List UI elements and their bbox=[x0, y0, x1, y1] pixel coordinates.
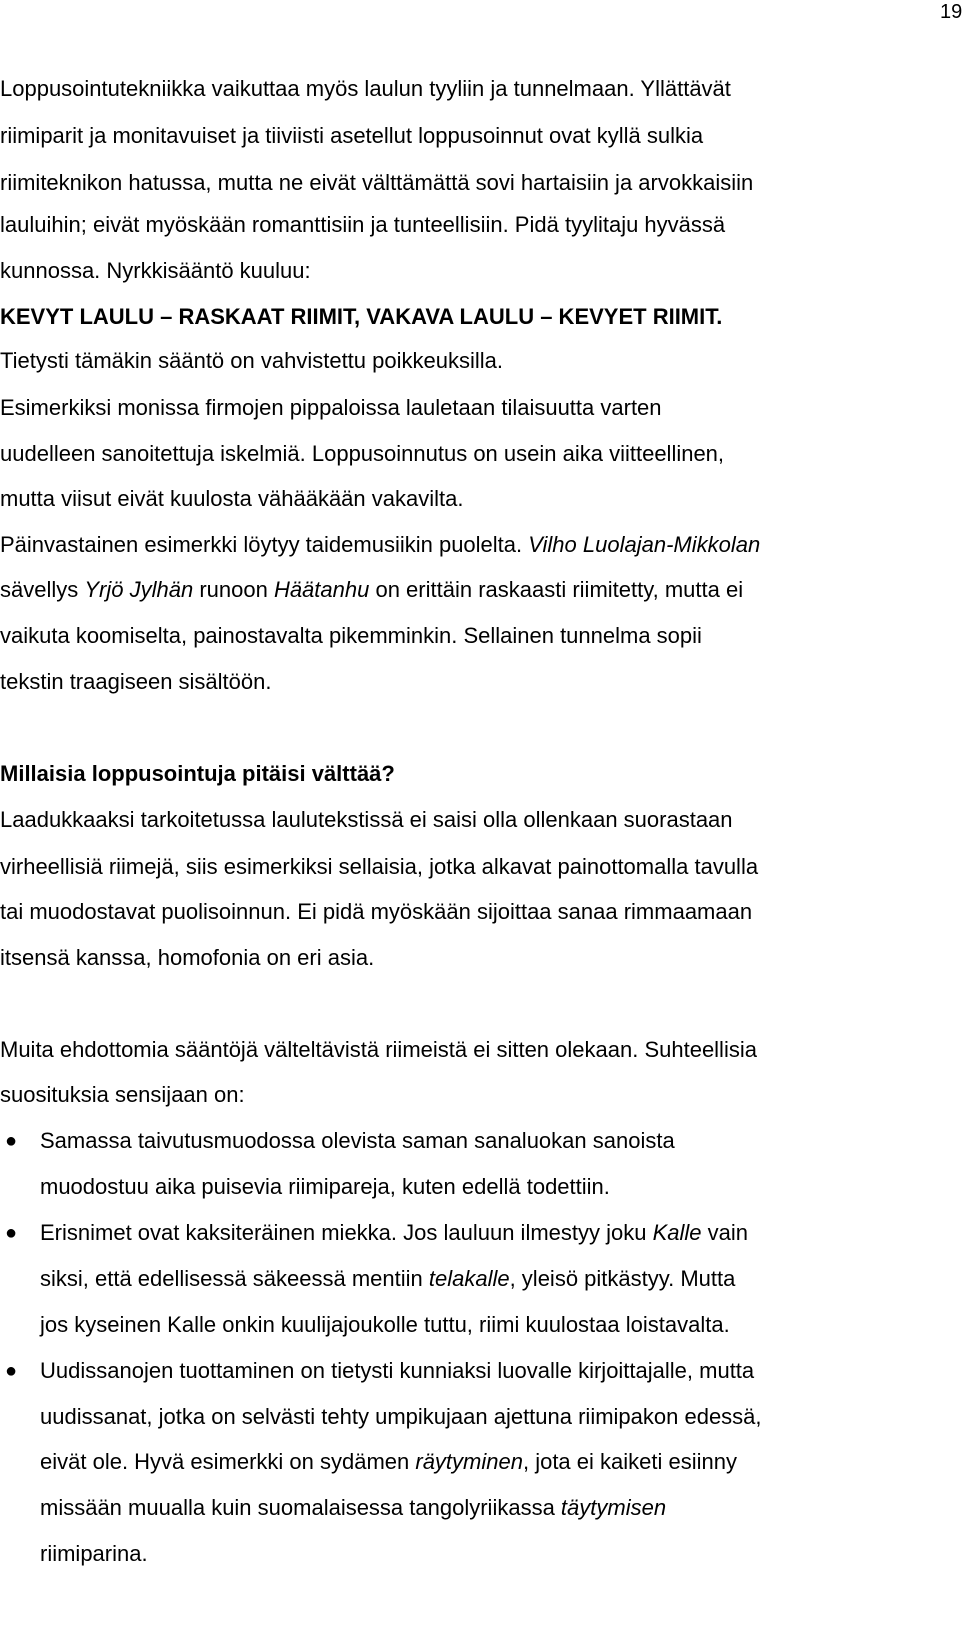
italic-word: räytyminen bbox=[415, 1449, 523, 1474]
paragraph-line: mutta viisut eivät kuulosta vähääkään vakavilta. bbox=[0, 486, 464, 511]
text-run: Erisnimet ovat kaksiteräinen miekka. Jos lauluun ilmestyy joku bbox=[40, 1220, 653, 1245]
text-run: vain bbox=[701, 1220, 748, 1245]
paragraph-line: lauluihin; eivät myöskään romanttisiin ja tunteellisiin. Pidä tyylitaju hyvässä bbox=[0, 212, 726, 237]
rule-of-thumb: KEVYT LAULU – RASKAAT RIIMIT, VAKAVA LAULU – KEVYET RIIMIT. bbox=[0, 304, 723, 329]
text-run: Päinvastainen esimerkki löytyy taidemusiikin puolelta. bbox=[0, 532, 529, 557]
poet-name: Yrjö Jylhän bbox=[84, 577, 194, 602]
bullet-icon: ● bbox=[5, 1130, 18, 1152]
paragraph-line: riimiparit ja monitavuiset ja tiiviisti asetellut loppusoinnut ovat kyllä sulkia bbox=[0, 123, 704, 148]
section-heading: Millaisia loppusointuja pitäisi välttää? bbox=[0, 761, 395, 786]
paragraph-line: kunnossa. Nyrkkisääntö kuuluu: bbox=[0, 258, 311, 283]
text-run: , jota ei kaiketi esiinny bbox=[522, 1449, 737, 1474]
text-run: eivät ole. Hyvä esimerkki on sydämen bbox=[40, 1449, 416, 1474]
paragraph-line: Tietysti tämäkin sääntö on vahvistettu poikkeuksilla. bbox=[0, 348, 503, 373]
list-item-line bbox=[40, 1448, 737, 1476]
list-item-line: uudissanat, jotka on selvästi tehty umpikujaan ajettuna riimipakon edessä, bbox=[40, 1404, 762, 1429]
italic-word: täytymisen bbox=[560, 1495, 667, 1520]
text-run: missään muualla kuin suomalaisessa tangolyriikassa bbox=[40, 1495, 561, 1520]
paragraph-line: virheellisiä riimejä, siis esimerkiksi sellaisia, jotka alkavat painottomalla tavulla bbox=[0, 854, 759, 879]
list-item-line: Uudissanojen tuottaminen on tietysti kunniaksi luovalle kirjoittajalle, mutta bbox=[40, 1358, 755, 1383]
paragraph-line bbox=[0, 576, 743, 604]
page-number: 19 bbox=[940, 1, 962, 23]
list-item-line: jos kyseinen Kalle onkin kuulijajoukolle tuttu, riimi kuulostaa loistavalta. bbox=[40, 1312, 730, 1337]
bullet-icon: ● bbox=[5, 1222, 18, 1244]
paragraph-line: riimiteknikon hatussa, mutta ne eivät välttämättä sovi hartaisiin ja arvokkaisiin bbox=[0, 170, 754, 195]
paragraph-line bbox=[0, 531, 760, 559]
list-item-line: Samassa taivutusmuodossa olevista saman sanaluokan sanoista bbox=[40, 1128, 675, 1153]
list-item-line bbox=[40, 1219, 748, 1247]
poem-title: Häätanhu bbox=[273, 577, 370, 602]
text-run: runoon bbox=[193, 577, 274, 602]
italic-word: telakalle bbox=[428, 1266, 510, 1291]
text-run: on erittäin raskaasti riimitetty, mutta ei bbox=[369, 577, 744, 602]
list-item-line: riimiparina. bbox=[40, 1541, 148, 1566]
list-item-line bbox=[40, 1265, 735, 1293]
paragraph-line: tekstin traagiseen sisältöön. bbox=[0, 669, 272, 694]
list-item-line: muodostuu aika puisevia riimipareja, kuten edellä todettiin. bbox=[40, 1174, 610, 1199]
composer-name: Vilho Luolajan-Mikkolan bbox=[528, 532, 761, 557]
paragraph-line: suosituksia sensijaan on: bbox=[0, 1082, 245, 1107]
paragraph-line: Laadukkaaksi tarkoitetussa laulutekstissä ei saisi olla ollenkaan suorastaan bbox=[0, 807, 733, 832]
paragraph-line: Muita ehdottomia sääntöjä välteltävistä riimeistä ei sitten olekaan. Suhteellisia bbox=[0, 1037, 757, 1062]
text-run: , yleisö pitkästyy. Mutta bbox=[509, 1266, 736, 1291]
bullet-icon: ● bbox=[5, 1360, 18, 1382]
list-item-line bbox=[40, 1494, 666, 1522]
text-run: sävellys bbox=[0, 577, 85, 602]
text-run: siksi, että edellisessä säkeessä mentiin bbox=[40, 1266, 429, 1291]
paragraph-line: Loppusointutekniikka vaikuttaa myös laulun tyyliin ja tunnelmaan. Yllättävät bbox=[0, 76, 731, 101]
paragraph-line: vaikuta koomiselta, painostavalta pikemminkin. Sellainen tunnelma sopii bbox=[0, 623, 702, 648]
paragraph-line: itsensä kanssa, homofonia on eri asia. bbox=[0, 945, 375, 970]
paragraph-line: tai muodostavat puolisoinnun. Ei pidä myöskään sijoittaa sanaa rimmaamaan bbox=[0, 899, 753, 924]
italic-word: Kalle bbox=[652, 1220, 702, 1245]
paragraph-line: uudelleen sanoitettuja iskelmiä. Loppusoinnutus on usein aika viitteellinen, bbox=[0, 441, 725, 466]
paragraph-line: Esimerkiksi monissa firmojen pippaloissa lauletaan tilaisuutta varten bbox=[0, 395, 662, 420]
